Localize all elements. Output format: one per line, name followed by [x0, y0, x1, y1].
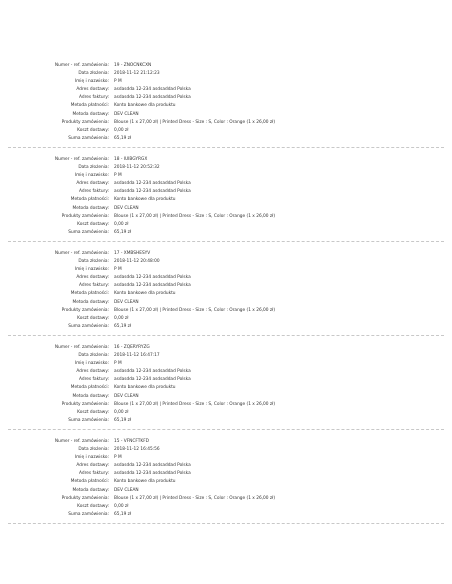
order-field-invoice-address: [0, 188, 452, 196]
order-field-number: [0, 62, 452, 70]
field-value: DEV CLEAN: [114, 299, 139, 305]
order-field-delivery-address: [0, 368, 452, 376]
field-label: Data złożenia:: [78, 447, 109, 453]
order-field-total: [0, 135, 452, 143]
field-label: Adres faktury:: [79, 377, 109, 383]
field-label: Metoda płatności:: [70, 291, 109, 297]
field-value: 65,19 zł: [114, 229, 132, 235]
field-label: Imię i nazwisko:: [74, 455, 109, 461]
field-value: 0,00 zł: [114, 409, 129, 415]
order-field-products: [0, 401, 452, 409]
order-field-payment-method: [0, 478, 452, 486]
field-value: 19 - ZNOCNKCXN: [114, 63, 152, 68]
field-label: Adres dostawy:: [76, 181, 109, 187]
field-label: Metoda płatności:: [70, 103, 109, 109]
field-label: Produkty zamówienia:: [61, 401, 109, 407]
order-field-total: [0, 417, 452, 425]
field-value: Konto bankowe dla produktu: [114, 479, 176, 485]
order-field-delivery-address: [0, 180, 452, 188]
field-label: Metoda płatności:: [70, 385, 109, 391]
field-label: Produkty zamówienia:: [61, 495, 109, 501]
field-label: Koszt dostawy:: [77, 315, 109, 321]
order-block: [0, 250, 452, 344]
order-field-shipping-cost: [0, 503, 452, 511]
field-label: Data złożenia:: [78, 259, 109, 265]
field-label: Data złożenia:: [78, 165, 109, 171]
order-field-date: [0, 446, 452, 454]
field-value: Konto bankowe dla produktu: [114, 385, 176, 391]
field-label: Imię i nazwisko:: [74, 173, 109, 179]
field-value: DEV CLEAN: [114, 205, 139, 211]
field-label: Adres dostawy:: [76, 369, 109, 375]
field-value: Konto bankowe dla produktu: [114, 103, 176, 109]
field-label: Metoda dostawy:: [72, 487, 109, 493]
order-field-date: [0, 70, 452, 78]
field-value: asdasdda 12-234 asdsaddad Polska: [114, 181, 191, 187]
order-separator: [8, 523, 444, 524]
order-block: [0, 156, 452, 250]
order-field-products: [0, 119, 452, 127]
field-label: Metoda dostawy:: [72, 393, 109, 399]
order-block: [0, 344, 452, 438]
order-field-date: [0, 258, 452, 266]
field-value: 2018-11-12 16:45:56: [114, 447, 160, 453]
field-label: Adres faktury:: [79, 189, 109, 195]
order-field-number: [0, 156, 452, 164]
field-value: DEV CLEAN: [114, 487, 139, 493]
order-field-name: [0, 360, 452, 368]
field-value: P M: [114, 267, 122, 273]
field-label: Metoda dostawy:: [72, 111, 109, 117]
field-value: asdasdda 12-234 asdsaddad Polska: [114, 377, 191, 383]
order-field-shipping-cost: [0, 127, 452, 135]
field-value: Konto bankowe dla produktu: [114, 197, 176, 203]
order-field-total: [0, 323, 452, 331]
field-value: 16 - ZQERYRYZG: [114, 345, 150, 350]
field-label: Metoda dostawy:: [72, 299, 109, 305]
order-field-name: [0, 454, 452, 462]
field-value: Blouse (1 x 27,00 zł) | Printed Dress - Size : S, Color : Orange (1 x 26,00 zł): [114, 213, 276, 219]
order-field-payment-method: [0, 384, 452, 392]
field-label: Produkty zamówienia:: [61, 213, 109, 219]
field-value: 2018-11-12 20:48:00: [114, 259, 160, 265]
order-list: [0, 62, 452, 532]
field-value: 2018-11-12 20:52:32: [114, 165, 160, 171]
field-label: Koszt dostawy:: [77, 221, 109, 227]
field-label: Suma zamówienia:: [68, 511, 109, 517]
order-separator: [8, 241, 444, 242]
field-label: Adres dostawy:: [76, 275, 109, 281]
field-value: asdasdda 12-234 asdsaddad Polska: [114, 471, 191, 477]
field-value: asdasdda 12-234 asdsaddad Polska: [114, 283, 191, 289]
field-label: Numer - ref. zamówienia:: [54, 157, 109, 162]
order-field-invoice-address: [0, 94, 452, 102]
field-value: Blouse (1 x 27,00 zł) | Printed Dress - Size : S, Color : Orange (1 x 26,00 zł): [114, 119, 276, 125]
order-field-delivery-method: [0, 111, 452, 119]
order-field-payment-method: [0, 196, 452, 204]
field-value: 2018-11-12 21:12:23: [114, 71, 160, 77]
field-value: 17 - XMBSHESYV: [114, 251, 151, 256]
field-value: 0,00 zł: [114, 503, 129, 509]
order-separator: [8, 335, 444, 336]
field-value: asdasdda 12-234 asdsaddad Polska: [114, 463, 191, 469]
field-label: Produkty zamówienia:: [61, 307, 109, 313]
field-value: 65,19 zł: [114, 135, 132, 141]
field-label: Numer - ref. zamówienia:: [54, 345, 109, 350]
field-value: 2018-11-12 16:47:17: [114, 353, 160, 359]
field-value: asdasdda 12-234 asdsaddad Polska: [114, 189, 191, 195]
field-value: DEV CLEAN: [114, 393, 139, 399]
order-field-name: [0, 172, 452, 180]
field-value: 15 - VFNCFTKFD: [114, 439, 149, 444]
order-field-date: [0, 352, 452, 360]
field-label: Adres faktury:: [79, 283, 109, 289]
field-label: Suma zamówienia:: [68, 323, 109, 329]
field-value: Konto bankowe dla produktu: [114, 291, 176, 297]
field-label: Metoda płatności:: [70, 479, 109, 485]
field-label: Metoda płatności:: [70, 197, 109, 203]
order-field-delivery-method: [0, 393, 452, 401]
order-field-delivery-address: [0, 274, 452, 282]
field-value: asdasdda 12-234 asdsaddad Polska: [114, 95, 191, 101]
field-value: Blouse (1 x 27,00 zł) | Printed Dress - Size : S, Color : Orange (1 x 26,00 zł): [114, 495, 276, 501]
field-value: 0,00 zł: [114, 315, 129, 321]
field-value: 0,00 zł: [114, 221, 129, 227]
order-field-name: [0, 78, 452, 86]
order-field-invoice-address: [0, 282, 452, 290]
order-field-delivery-method: [0, 299, 452, 307]
field-label: Adres faktury:: [79, 471, 109, 477]
field-value: asdasdda 12-234 asdsaddad Polska: [114, 87, 191, 93]
field-label: Koszt dostawy:: [77, 503, 109, 509]
field-value: Blouse (1 x 27,00 zł) | Printed Dress - Size : S, Color : Orange (1 x 26,00 zł): [114, 307, 276, 313]
field-value: DEV CLEAN: [114, 111, 139, 117]
order-field-shipping-cost: [0, 221, 452, 229]
field-label: Koszt dostawy:: [77, 409, 109, 415]
order-field-products: [0, 495, 452, 503]
field-value: 0,00 zł: [114, 127, 129, 133]
field-value: Blouse (1 x 27,00 zł) | Printed Dress - Size : S, Color : Orange (1 x 26,00 zł): [114, 401, 276, 407]
field-label: Produkty zamówienia:: [61, 119, 109, 125]
field-label: Koszt dostawy:: [77, 127, 109, 133]
field-value: P M: [114, 79, 122, 85]
field-label: Adres dostawy:: [76, 87, 109, 93]
field-value: asdasdda 12-234 asdsaddad Polska: [114, 369, 191, 375]
order-field-invoice-address: [0, 376, 452, 384]
field-label: Imię i nazwisko:: [74, 267, 109, 273]
field-value: P M: [114, 455, 122, 461]
field-label: Imię i nazwisko:: [74, 361, 109, 367]
order-field-date: [0, 164, 452, 172]
order-separator: [8, 429, 444, 430]
field-label: Adres faktury:: [79, 95, 109, 101]
field-value: asdasdda 12-234 asdsaddad Polska: [114, 275, 191, 281]
field-label: Imię i nazwisko:: [74, 79, 109, 85]
order-field-products: [0, 307, 452, 315]
field-label: Numer - ref. zamówienia:: [54, 63, 109, 68]
field-label: Adres dostawy:: [76, 463, 109, 469]
order-field-products: [0, 213, 452, 221]
field-label: Data złożenia:: [78, 71, 109, 77]
order-field-delivery-method: [0, 205, 452, 213]
field-label: Data złożenia:: [78, 353, 109, 359]
order-field-delivery-address: [0, 86, 452, 94]
field-label: Suma zamówienia:: [68, 417, 109, 423]
field-value: 65,19 zł: [114, 511, 132, 517]
field-value: P M: [114, 361, 122, 367]
order-field-invoice-address: [0, 470, 452, 478]
field-value: 65,19 zł: [114, 417, 132, 423]
order-field-shipping-cost: [0, 409, 452, 417]
field-label: Suma zamówienia:: [68, 229, 109, 235]
field-label: Metoda dostawy:: [72, 205, 109, 211]
order-field-shipping-cost: [0, 315, 452, 323]
field-label: Numer - ref. zamówienia:: [54, 251, 109, 256]
field-label: Numer - ref. zamówienia:: [54, 439, 109, 444]
field-label: Suma zamówienia:: [68, 135, 109, 141]
order-field-number: [0, 250, 452, 258]
order-field-payment-method: [0, 290, 452, 298]
order-block: [0, 62, 452, 156]
order-separator: [8, 147, 444, 148]
order-field-payment-method: [0, 102, 452, 110]
order-field-number: [0, 438, 452, 446]
field-value: 18 - IUIBGYRGX: [114, 157, 148, 162]
order-block: [0, 438, 452, 532]
order-field-total: [0, 229, 452, 237]
order-field-delivery-address: [0, 462, 452, 470]
order-field-total: [0, 511, 452, 519]
order-field-name: [0, 266, 452, 274]
field-value: P M: [114, 173, 122, 179]
order-field-delivery-method: [0, 487, 452, 495]
field-value: 65,19 zł: [114, 323, 132, 329]
order-field-number: [0, 344, 452, 352]
